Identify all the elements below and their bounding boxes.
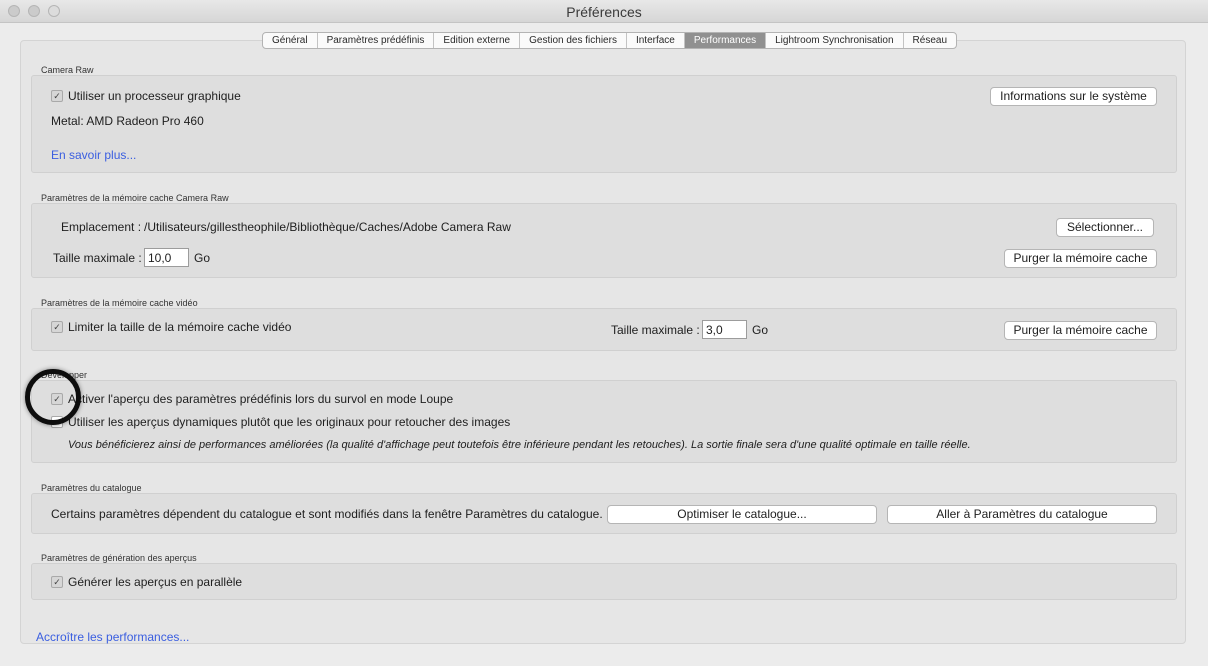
loupe-preview-label[interactable]: Activer l'aperçu des paramètres prédéfinis lors du survol en mode Loupe xyxy=(68,392,454,406)
camera-raw-section-title: Camera Raw xyxy=(41,65,94,75)
checkmark-icon: ✓ xyxy=(53,394,61,404)
metal-gpu-text: Metal: AMD Radeon Pro 460 xyxy=(51,114,204,128)
tab-presets[interactable]: Paramètres prédéfinis xyxy=(318,33,435,48)
smart-preview-note: Vous bénéficierez ainsi de performances améliorées (la qualité d'affichage peut toutefois être inférieure pendant les retouches). La sortie finale sera d'une qualité optimale en taille réelle. xyxy=(68,439,971,451)
improve-performance-link[interactable]: Accroître les performances... xyxy=(36,630,190,644)
gpu-checkbox-label[interactable]: Utiliser un processeur graphique xyxy=(68,89,241,103)
raw-cache-max-size-input[interactable] xyxy=(144,248,189,267)
raw-cache-section-title: Paramètres de la mémoire cache Camera Raw xyxy=(41,193,229,203)
window-title: Préférences xyxy=(566,4,642,20)
catalog-description: Certains paramètres dépendent du catalogue et sont modifiés dans la fenêtre Paramètres du catalogue. xyxy=(51,507,603,521)
parallel-previews-checkbox[interactable] xyxy=(51,576,63,588)
raw-cache-max-size-label: Taille maximale : xyxy=(53,251,142,265)
limit-video-cache-label[interactable]: Limiter la taille de la mémoire cache vidéo xyxy=(68,320,292,334)
catalog-section-title: Paramètres du catalogue xyxy=(41,483,142,493)
tab-interface[interactable]: Interface xyxy=(627,33,685,48)
tab-performance[interactable]: Performances xyxy=(685,33,766,48)
system-info-button[interactable]: Informations sur le système xyxy=(990,87,1157,106)
highlight-circle xyxy=(25,369,81,425)
video-cache-max-size-input[interactable] xyxy=(702,320,747,339)
video-cache-section-title: Paramètres de la mémoire cache vidéo xyxy=(41,298,198,308)
purge-raw-cache-button[interactable]: Purger la mémoire cache xyxy=(1004,249,1157,268)
tab-network[interactable]: Réseau xyxy=(912,35,947,46)
cache-location-path: /Utilisateurs/gillestheophile/Bibliothèque/Caches/Adobe Camera Raw xyxy=(144,220,511,234)
tab-file-handling[interactable]: Gestion des fichiers xyxy=(520,33,627,48)
video-cache-max-size-label: Taille maximale : xyxy=(611,323,700,337)
select-location-button[interactable]: Sélectionner... xyxy=(1056,218,1154,237)
tab-lightroom-sync[interactable]: Lightroom Synchronisation xyxy=(766,33,903,48)
limit-video-cache-checkbox[interactable] xyxy=(51,321,63,333)
goto-catalog-settings-button[interactable]: Aller à Paramètres du catalogue xyxy=(887,505,1157,524)
checkmark-icon: ✓ xyxy=(53,577,61,587)
preferences-tabs xyxy=(262,32,957,49)
title-bar xyxy=(0,0,1208,23)
video-cache-size-unit: Go xyxy=(752,323,769,337)
raw-cache-size-unit: Go xyxy=(194,251,211,265)
optimize-catalog-button[interactable]: Optimiser le catalogue... xyxy=(607,505,877,524)
tab-general[interactable]: Général xyxy=(263,33,318,48)
checkmark-icon: ✓ xyxy=(53,322,61,332)
smart-preview-label[interactable]: Utiliser les aperçus dynamiques plutôt que les originaux pour retoucher des images xyxy=(68,415,511,429)
cache-location-label: Emplacement : xyxy=(61,220,142,234)
tab-external-editing[interactable]: Edition externe xyxy=(434,33,520,48)
preview-generation-section-title: Paramètres de génération des aperçus xyxy=(41,553,197,563)
parallel-previews-label[interactable]: Générer les aperçus en parallèle xyxy=(68,575,243,589)
learn-more-link[interactable]: En savoir plus... xyxy=(51,148,137,162)
purge-video-cache-button[interactable]: Purger la mémoire cache xyxy=(1004,321,1157,340)
develop-section-title: Développer xyxy=(41,370,88,380)
gpu-checkbox[interactable] xyxy=(51,90,63,102)
checkmark-icon: ✓ xyxy=(53,91,61,101)
